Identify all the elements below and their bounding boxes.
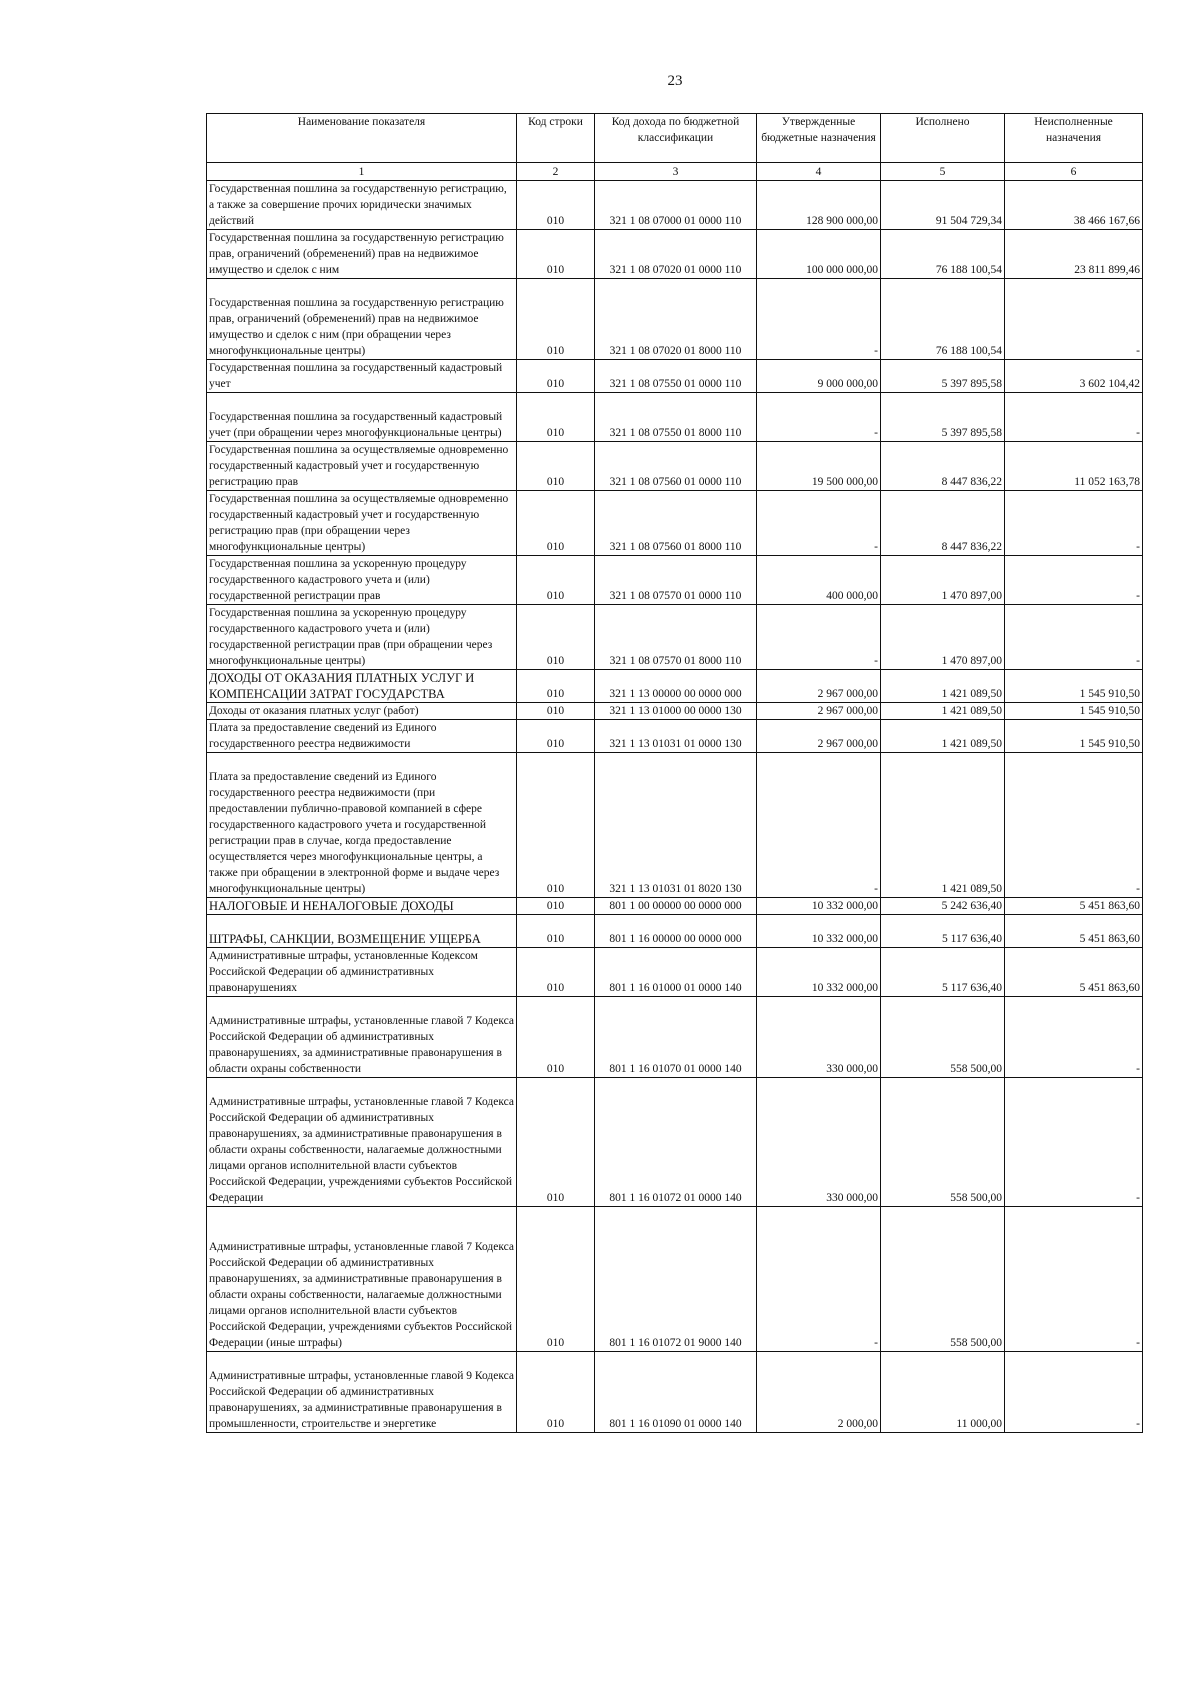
approved-amount: 19 500 000,00 [757, 442, 881, 491]
indicator-name: Плата за предоставление сведений из Единого государственного реестра недвижимости [207, 720, 517, 753]
table-row [207, 181, 1143, 230]
approved-amount: 9 000 000,00 [757, 360, 881, 393]
unexecuted-amount: - [1005, 1078, 1143, 1207]
indicator-name: Плата за предоставление сведений из Единого государственного реестра недвижимости (при предоставлении публично-правовой компанией в сфере государственного кадастрового учета и государственной регистрации прав в случае, когда предоставление осуществляется через многофункциональные центры, а также при обращении в электронной форме и выдаче через многофункциональные центры) [207, 753, 517, 898]
header-indicator-name: Наименование показателя [207, 114, 517, 163]
unexecuted-amount: 3 602 104,42 [1005, 360, 1143, 393]
unexecuted-amount: - [1005, 1352, 1143, 1433]
classification-code: 801 1 16 01070 01 0000 140 [595, 997, 757, 1078]
table-row [207, 915, 1143, 948]
line-code: 010 [517, 442, 595, 491]
table-row [207, 997, 1143, 1078]
line-code: 010 [517, 279, 595, 360]
table-row [207, 230, 1143, 279]
table-row [207, 1078, 1143, 1207]
line-code: 010 [517, 898, 595, 915]
line-code: 010 [517, 230, 595, 279]
column-number: 1 [207, 163, 517, 181]
classification-code: 321 1 08 07020 01 0000 110 [595, 230, 757, 279]
unexecuted-amount: 1 545 910,50 [1005, 720, 1143, 753]
executed-amount: 1 421 089,50 [881, 720, 1005, 753]
approved-amount: 2 967 000,00 [757, 670, 881, 703]
executed-amount: 8 447 836,22 [881, 491, 1005, 556]
indicator-name: Государственная пошлина за ускоренную процедуру государственного кадастрового учета и (или) государственной регистрации прав (при обращении через многофункциональные центры) [207, 605, 517, 670]
table-row [207, 720, 1143, 753]
header-executed: Исполнено [881, 114, 1005, 163]
approved-amount: 100 000 000,00 [757, 230, 881, 279]
classification-code: 321 1 08 07560 01 0000 110 [595, 442, 757, 491]
column-number: 5 [881, 163, 1005, 181]
approved-amount: - [757, 605, 881, 670]
approved-amount: 330 000,00 [757, 1078, 881, 1207]
executed-amount: 1 421 089,50 [881, 670, 1005, 703]
approved-amount: 10 332 000,00 [757, 948, 881, 997]
indicator-name: Административные штрафы, установленные Кодексом Российской Федерации об административных правонарушениях [207, 948, 517, 997]
line-code: 010 [517, 605, 595, 670]
indicator-name: Административные штрафы, установленные главой 7 Кодекса Российской Федерации об административных правонарушениях, за административные правонарушения в области охраны собственности, налагаемые должностными лицами органов исполнительной власти субъектов Российской Федерации, учреждениями субъектов Российской Федерации (иные штрафы) [207, 1207, 517, 1352]
line-code: 010 [517, 1352, 595, 1433]
header-budget-classification-code: Код дохода по бюджетной классификации [595, 114, 757, 163]
executed-amount: 558 500,00 [881, 997, 1005, 1078]
table-row [207, 1207, 1143, 1352]
indicator-name: ДОХОДЫ ОТ ОКАЗАНИЯ ПЛАТНЫХ УСЛУГ И КОМПЕНСАЦИИ ЗАТРАТ ГОСУДАРСТВА [207, 670, 517, 703]
executed-amount: 91 504 729,34 [881, 181, 1005, 230]
table-row [207, 442, 1143, 491]
indicator-name: Государственная пошлина за государственную регистрацию, а также за совершение прочих юридически значимых действий [207, 181, 517, 230]
approved-amount: 10 332 000,00 [757, 898, 881, 915]
indicator-name: Доходы от оказания платных услуг (работ) [207, 703, 517, 720]
approved-amount: 2 967 000,00 [757, 703, 881, 720]
column-number-row [207, 163, 1143, 181]
classification-code: 801 1 16 01072 01 0000 140 [595, 1078, 757, 1207]
table-row [207, 279, 1143, 360]
unexecuted-amount: - [1005, 605, 1143, 670]
classification-code: 321 1 13 00000 00 0000 000 [595, 670, 757, 703]
line-code: 010 [517, 1207, 595, 1352]
executed-amount: 8 447 836,22 [881, 442, 1005, 491]
approved-amount: 400 000,00 [757, 556, 881, 605]
table-row [207, 753, 1143, 898]
classification-code: 801 1 16 00000 00 0000 000 [595, 915, 757, 948]
unexecuted-amount: 5 451 863,60 [1005, 898, 1143, 915]
approved-amount: - [757, 491, 881, 556]
classification-code: 321 1 08 07020 01 8000 110 [595, 279, 757, 360]
classification-code: 321 1 13 01031 01 8020 130 [595, 753, 757, 898]
line-code: 010 [517, 393, 595, 442]
unexecuted-amount: 1 545 910,50 [1005, 670, 1143, 703]
classification-code: 321 1 08 07550 01 0000 110 [595, 360, 757, 393]
table-row [207, 556, 1143, 605]
unexecuted-amount: - [1005, 997, 1143, 1078]
unexecuted-amount: 38 466 167,66 [1005, 181, 1143, 230]
line-code: 010 [517, 181, 595, 230]
approved-amount: 330 000,00 [757, 997, 881, 1078]
classification-code: 801 1 16 01090 01 0000 140 [595, 1352, 757, 1433]
unexecuted-amount: 5 451 863,60 [1005, 948, 1143, 997]
unexecuted-amount: - [1005, 393, 1143, 442]
table-row [207, 703, 1143, 720]
line-code: 010 [517, 915, 595, 948]
indicator-name: Государственная пошлина за ускоренную процедуру государственного кадастрового учета и (или) государственной регистрации прав [207, 556, 517, 605]
table-row [207, 605, 1143, 670]
executed-amount: 1 421 089,50 [881, 753, 1005, 898]
classification-code: 801 1 16 01000 01 0000 140 [595, 948, 757, 997]
unexecuted-amount: - [1005, 1207, 1143, 1352]
approved-amount: - [757, 1207, 881, 1352]
classification-code: 321 1 08 07570 01 8000 110 [595, 605, 757, 670]
page-number: 23 [667, 73, 683, 89]
line-code: 010 [517, 997, 595, 1078]
line-code: 010 [517, 1078, 595, 1207]
table-row [207, 898, 1143, 915]
table-row [207, 360, 1143, 393]
indicator-name: Административные штрафы, установленные главой 9 Кодекса Российской Федерации об административных правонарушениях, за административные правонарушения в промышленности, строительстве и энергетике [207, 1352, 517, 1433]
executed-amount: 1 470 897,00 [881, 605, 1005, 670]
indicator-name: Государственная пошлина за осуществляемые одновременно государственный кадастровый учет и государственную регистрацию прав (при обращении через многофункциональные центры) [207, 491, 517, 556]
executed-amount: 1 421 089,50 [881, 703, 1005, 720]
approved-amount: 128 900 000,00 [757, 181, 881, 230]
indicator-name: Государственная пошлина за государственный кадастровый учет [207, 360, 517, 393]
header-unexecuted: Неисполненные назначения [1005, 114, 1143, 163]
executed-amount: 5 397 895,58 [881, 360, 1005, 393]
header-row [207, 114, 1143, 163]
table-row [207, 393, 1143, 442]
classification-code: 321 1 13 01031 01 0000 130 [595, 720, 757, 753]
indicator-name: ШТРАФЫ, САНКЦИИ, ВОЗМЕЩЕНИЕ УЩЕРБА [207, 915, 517, 948]
column-number: 2 [517, 163, 595, 181]
column-number: 6 [1005, 163, 1143, 181]
indicator-name: НАЛОГОВЫЕ И НЕНАЛОГОВЫЕ ДОХОДЫ [207, 898, 517, 915]
approved-amount: 2 967 000,00 [757, 720, 881, 753]
unexecuted-amount: 5 451 863,60 [1005, 915, 1143, 948]
header-approved: Утвержденные бюджетные назначения [757, 114, 881, 163]
line-code: 010 [517, 948, 595, 997]
line-code: 010 [517, 491, 595, 556]
classification-code: 801 1 16 01072 01 9000 140 [595, 1207, 757, 1352]
table-row [207, 491, 1143, 556]
classification-code: 321 1 13 01000 00 0000 130 [595, 703, 757, 720]
executed-amount: 5 242 636,40 [881, 898, 1005, 915]
indicator-name: Государственная пошлина за государственную регистрацию прав, ограничений (обременений) прав на недвижимое имущество и сделок с ним [207, 230, 517, 279]
budget-execution-table [206, 113, 1143, 1433]
classification-code: 321 1 08 07000 01 0000 110 [595, 181, 757, 230]
table-row [207, 948, 1143, 997]
unexecuted-amount: - [1005, 753, 1143, 898]
classification-code: 321 1 08 07560 01 8000 110 [595, 491, 757, 556]
classification-code: 321 1 08 07570 01 0000 110 [595, 556, 757, 605]
unexecuted-amount: 1 545 910,50 [1005, 703, 1143, 720]
indicator-name: Государственная пошлина за государственную регистрацию прав, ограничений (обременений) прав на недвижимое имущество и сделок с ним (при обращении через многофункциональные центры) [207, 279, 517, 360]
executed-amount: 5 117 636,40 [881, 915, 1005, 948]
line-code: 010 [517, 753, 595, 898]
table-row [207, 1352, 1143, 1433]
executed-amount: 1 470 897,00 [881, 556, 1005, 605]
approved-amount: - [757, 753, 881, 898]
line-code: 010 [517, 703, 595, 720]
classification-code: 801 1 00 00000 00 0000 000 [595, 898, 757, 915]
header-line-code: Код строки [517, 114, 595, 163]
executed-amount: 5 397 895,58 [881, 393, 1005, 442]
executed-amount: 558 500,00 [881, 1078, 1005, 1207]
indicator-name: Государственная пошлина за осуществляемые одновременно государственный кадастровый учет и государственную регистрацию прав [207, 442, 517, 491]
executed-amount: 11 000,00 [881, 1352, 1005, 1433]
table-row [207, 670, 1143, 703]
indicator-name: Государственная пошлина за государственный кадастровый учет (при обращении через многофункциональные центры) [207, 393, 517, 442]
line-code: 010 [517, 720, 595, 753]
line-code: 010 [517, 360, 595, 393]
classification-code: 321 1 08 07550 01 8000 110 [595, 393, 757, 442]
executed-amount: 76 188 100,54 [881, 230, 1005, 279]
column-number: 3 [595, 163, 757, 181]
executed-amount: 76 188 100,54 [881, 279, 1005, 360]
line-code: 010 [517, 556, 595, 605]
approved-amount: - [757, 393, 881, 442]
unexecuted-amount: 11 052 163,78 [1005, 442, 1143, 491]
executed-amount: 558 500,00 [881, 1207, 1005, 1352]
unexecuted-amount: 23 811 899,46 [1005, 230, 1143, 279]
unexecuted-amount: - [1005, 556, 1143, 605]
indicator-name: Административные штрафы, установленные главой 7 Кодекса Российской Федерации об административных правонарушениях, за административные правонарушения в области охраны собственности, налагаемые должностными лицами органов исполнительной власти субъектов Российской Федерации, учреждениями субъектов Российской Федерации [207, 1078, 517, 1207]
executed-amount: 5 117 636,40 [881, 948, 1005, 997]
approved-amount: - [757, 279, 881, 360]
unexecuted-amount: - [1005, 279, 1143, 360]
indicator-name: Административные штрафы, установленные главой 7 Кодекса Российской Федерации об административных правонарушениях, за административные правонарушения в области охраны собственности [207, 997, 517, 1078]
unexecuted-amount: - [1005, 491, 1143, 556]
line-code: 010 [517, 670, 595, 703]
approved-amount: 10 332 000,00 [757, 915, 881, 948]
column-number: 4 [757, 163, 881, 181]
approved-amount: 2 000,00 [757, 1352, 881, 1433]
